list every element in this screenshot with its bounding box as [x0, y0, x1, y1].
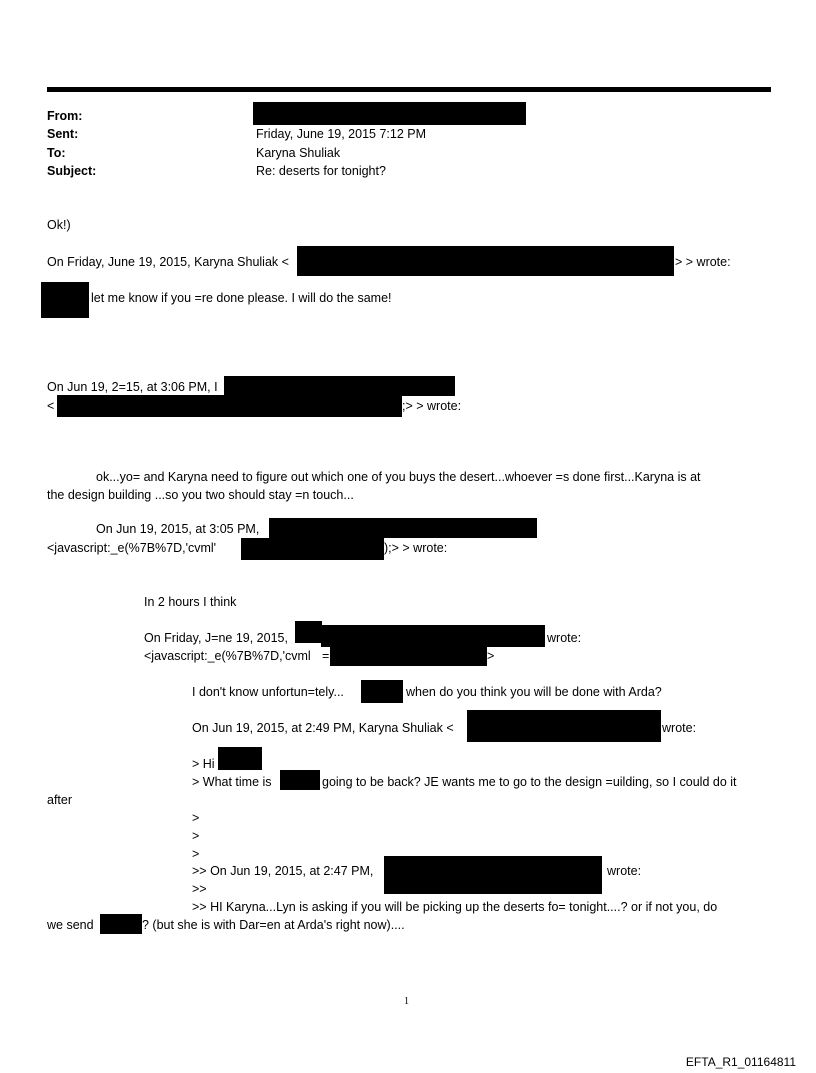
redaction-email-1	[297, 246, 674, 276]
redaction-email-3	[241, 538, 384, 560]
message-2-line-1: ok...yo= and Karyna need to figure out which one of you buys the desert...whoever =s done first...Karyna is at	[96, 470, 701, 484]
redaction-name-5	[361, 680, 403, 703]
redaction-name-3	[269, 518, 537, 538]
quote-header-4-b: <javascript:_e(%7B%7D,'cvml	[144, 649, 311, 663]
quote-header-3: On Jun 19, 2015, at 3:05 PM,	[96, 522, 260, 536]
document-id: EFTA_R1_01164811	[685, 1055, 796, 1069]
quote-header-4-c: =	[322, 649, 330, 663]
redaction-email-5	[467, 710, 661, 742]
message-1: let me know if you =re done please. I will do the same!	[91, 291, 392, 305]
message-2-line-2: the design building ...so you two should stay =n touch...	[47, 488, 354, 502]
quote-header-6-end: wrote:	[607, 864, 642, 878]
redaction-email-6	[384, 856, 602, 894]
quote-header-2-end: ;> > wrote:	[402, 399, 462, 413]
redaction-name-1	[41, 282, 89, 318]
quote-header-3-end: );> > wrote:	[384, 541, 448, 555]
redaction-name-4b	[321, 625, 545, 647]
message-5-b: going to be back? JE wants me to go to the design =uilding, so I could do it	[322, 775, 737, 789]
quote-header-6: >> On Jun 19, 2015, at 2:47 PM,	[192, 864, 374, 878]
quote-header-5-end: wrote:	[662, 721, 697, 735]
redaction-email-4	[330, 645, 487, 666]
quote-header-5: On Jun 19, 2015, at 2:49 PM, Karyna Shuliak <	[192, 721, 454, 735]
redaction-name-2	[224, 376, 455, 396]
header-rule	[47, 87, 771, 92]
message-4-b: when do you think you will be done with Arda?	[406, 685, 662, 699]
quote-header-2-b: <	[47, 399, 55, 413]
sent-value: Friday, June 19, 2015 7:12 PM	[256, 127, 427, 141]
quote-header-1: On Friday, June 19, 2015, Karyna Shuliak <	[47, 255, 289, 269]
subject-label: Subject:	[47, 164, 97, 178]
quote-marker-2: >	[192, 829, 200, 843]
message-6-c: ? (but she is with Dar=en at Arda's right now)....	[142, 918, 405, 932]
redaction-name-4a	[295, 621, 322, 643]
to-value: Karyna Shuliak	[256, 146, 341, 160]
message-5-greeting: > Hi	[192, 757, 215, 771]
redaction-email-2	[57, 395, 402, 417]
quote-marker-4: >>	[192, 882, 207, 896]
subject-value: Re: deserts for tonight?	[256, 164, 386, 178]
message-5-a: > What time is	[192, 775, 272, 789]
quote-header-4-close: >	[487, 649, 495, 663]
sent-label: Sent:	[47, 127, 79, 141]
to-label: To:	[47, 146, 66, 160]
page-number: 1	[404, 996, 409, 1007]
redaction-from	[253, 102, 526, 125]
quote-header-3-b: <javascript:_e(%7B%7D,'cvml'	[47, 541, 217, 555]
message-5-c: after	[47, 793, 73, 807]
message-3: In 2 hours I think	[144, 595, 237, 609]
quote-header-4-end: wrote:	[547, 631, 582, 645]
redaction-name-6	[218, 747, 262, 770]
message-6-b: we send	[47, 918, 94, 932]
from-label: From:	[47, 109, 83, 123]
message-4-a: I don't know unfortun=tely...	[192, 685, 344, 699]
quote-marker-1: >	[192, 811, 200, 825]
reply-text: Ok!)	[47, 218, 71, 232]
quote-marker-3: >	[192, 847, 200, 861]
quote-header-4: On Friday, J=ne 19, 2015,	[144, 631, 288, 645]
quote-header-1-end: > > wrote:	[675, 255, 731, 269]
redaction-name-7	[280, 770, 320, 790]
message-6-a: >> HI Karyna...Lyn is asking if you will be picking up the deserts fo= tonight....? or if not you, do	[192, 900, 718, 914]
redaction-name-8	[100, 914, 142, 934]
quote-header-2: On Jun 19, 2=15, at 3:06 PM, I	[47, 380, 218, 394]
